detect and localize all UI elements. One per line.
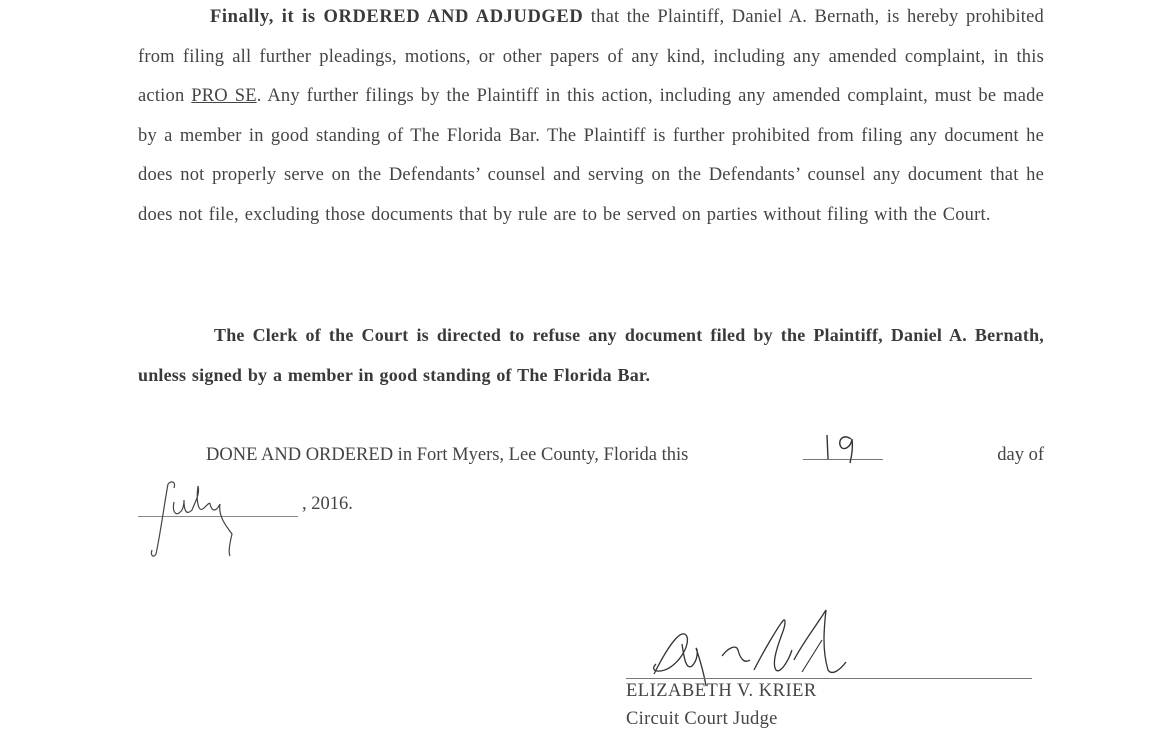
day-blank [803, 439, 883, 460]
judge-signature [626, 600, 886, 690]
year-text: , 2016. [302, 494, 353, 514]
order-text-part-2: . Any further filings by the Plaintiff in this action, including any amended complaint, must be made by a member in good standing of The Florida Bar. The Plaintiff is further prohibited from filing any document he does not properly serve on the Defendants’ counsel and serving on the Defendants’ counsel any document that he does not file, excluding those documents that by rule are to be served on parties without filing with the Court. [138, 86, 1045, 225]
judge-name: ELIZABETH V. KRIER [626, 681, 817, 701]
clerk-directive-paragraph: The Clerk of the Court is directed to refuse any document filed by the Plaintiff, Daniel A. Bernath, unless signed by a member in good standing of The Florida Bar. [138, 325, 1044, 385]
order-lead: Finally, it is ORDERED AND ADJUDGED [210, 7, 584, 27]
order-paragraph [138, 0, 1044, 235]
date-month-year [138, 484, 438, 564]
order-text-part-1: that the Plaintiff, Daniel A. Bernath, is hereby prohibited from filing all further pleadings, motions, or other papers of any kind, including any amended complaint, in this action [138, 7, 1044, 106]
day-handwriting [803, 425, 883, 465]
done-prefix: DONE AND ORDERED in Fort Myers, Lee County, Florida this [206, 445, 689, 465]
judge-title: Circuit Court Judge [626, 709, 778, 729]
done-and-ordered-line [206, 437, 1044, 473]
day-suffix: day of [997, 445, 1044, 465]
pro-se-text: PRO SE [191, 86, 257, 106]
month-handwriting [138, 476, 298, 566]
signature-block [626, 600, 1036, 730]
